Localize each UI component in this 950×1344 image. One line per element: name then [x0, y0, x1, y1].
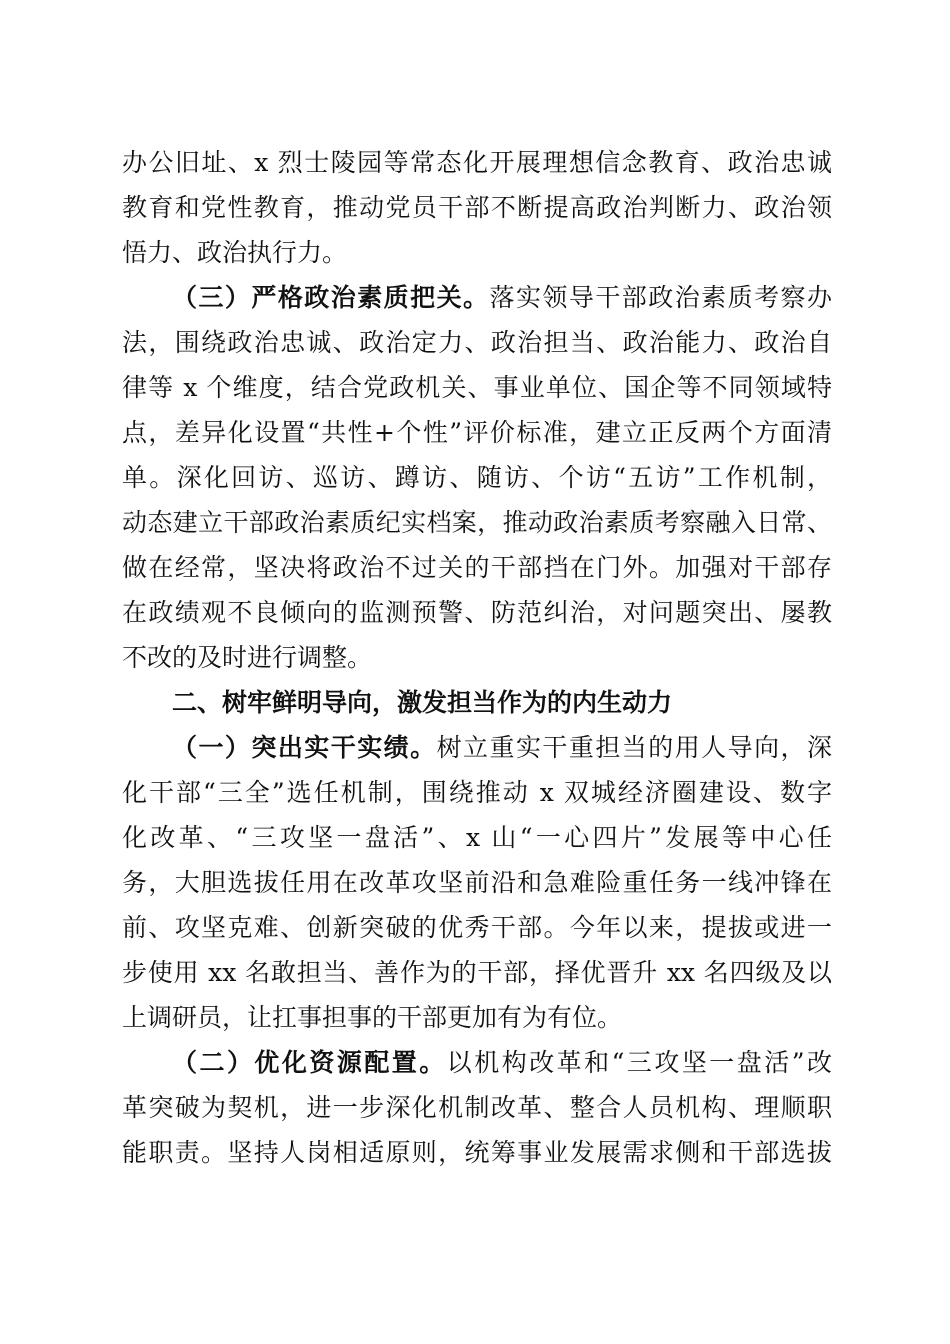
text-line: 律等 x 个维度，结合党政机关、事业单位、国企等不同领域特 [122, 373, 832, 402]
paragraph-lead-heading: （一）突出实干实绩。 [172, 733, 437, 762]
text-line: 办公旧址、x 烈士陵园等常态化开展理想信念教育、政治忠诚 [122, 148, 832, 177]
paragraph-first-line [172, 275, 832, 321]
text-line: 不改的及时进行调整。 [122, 643, 373, 672]
text-line: 能职责。坚持人岗相适原则，统筹事业发展需求侧和干部选拔 [122, 1138, 832, 1167]
paragraph-text: 落实领导干部政治素质考察办 [489, 283, 832, 312]
text-line: 教育和党性教育，推动党员干部不断提高政治判断力、政治领 [122, 193, 832, 222]
text-line: 法，围绕政治忠诚、政治定力、政治担当、政治能力、政治自 [122, 328, 832, 357]
text-line: 化改革、“三攻坚一盘活”、x 山“一心四片”发展等中心任 [122, 823, 832, 852]
paragraph-first-line [172, 725, 832, 771]
text-line: 单。深化回访、巡访、蹲访、随访、个访“五访”工作机制， [122, 463, 832, 492]
paragraph-text: 以机构改革和“三攻坚一盘活”改 [446, 1048, 832, 1077]
text-line: 在政绩观不良倾向的监测预警、防范纠治，对问题突出、屡教 [122, 598, 832, 627]
text-line: 动态建立干部政治素质纪实档案，推动政治素质考察融入日常、 [122, 508, 832, 537]
text-line: 悟力、政治执行力。 [122, 238, 348, 267]
text-line: 革突破为契机，进一步深化机制改革、整合人员机构、理顺职 [122, 1093, 832, 1122]
text-line: 点，差异化设置“共性+个性”评价标准，建立正反两个方面清 [122, 418, 832, 447]
paragraph-first-line [172, 1040, 832, 1086]
text-line: 化干部“三全”选任机制，围绕推动 x 双城经济圈建设、数字 [122, 778, 832, 807]
paragraph-lead-heading: （二）优化资源配置。 [172, 1048, 447, 1077]
text-line: 步使用 xx 名敢担当、善作为的干部，择优晋升 xx 名四级及以 [122, 958, 832, 987]
text-line: 做在经常，坚决将政治不过关的干部挡在门外。加强对干部存 [122, 553, 832, 582]
paragraph-lead-heading: （三）严格政治素质把关。 [172, 283, 490, 312]
text-line: 务，大胆选拔任用在改革攻坚前沿和急难险重任务一线冲锋在 [122, 868, 832, 897]
section-heading: 二、树牢鲜明导向，激发担当作为的内生动力 [172, 688, 673, 717]
paragraph-text: 树立重实干重担当的用人导向，深 [436, 733, 832, 762]
text-line: 上调研员，让扛事担事的干部更加有为有位。 [122, 1003, 623, 1032]
text-line: 前、攻坚克难、创新突破的优秀干部。今年以来，提拔或进一 [122, 913, 832, 942]
